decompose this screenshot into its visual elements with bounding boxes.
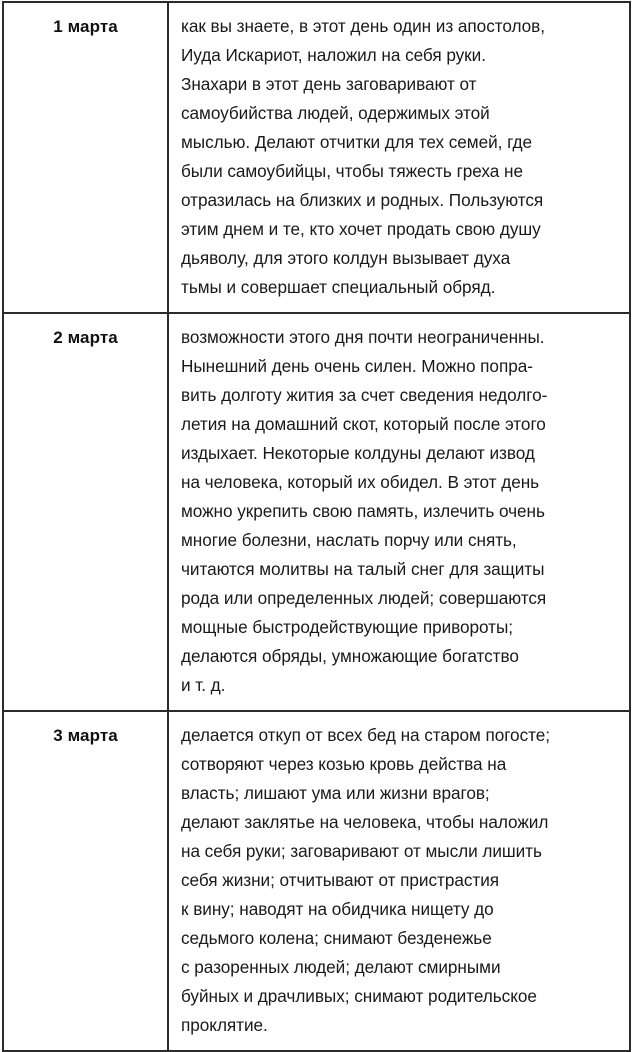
text-line: летия на домашний скот, который после этого — [181, 414, 546, 434]
text-line: и т. д. — [181, 675, 226, 695]
date-cell-1: 1 марта — [3, 2, 168, 313]
text-line: Иуда Искариот, наложил на себя руки. — [181, 45, 486, 65]
text-line: можно укрепить свою память, излечить очень — [181, 501, 545, 521]
text-line: к вину; наводят на обидчика нищету до — [181, 899, 494, 919]
description-cell-3 — [168, 711, 630, 1051]
description-cell-2 — [168, 313, 630, 711]
text-line: делается откуп от всех бед на старом погосте; — [181, 725, 550, 745]
text-line: самоубийства людей, одержимых этой — [181, 103, 490, 123]
text-line: мыслью. Делают отчитки для тех семей, где — [181, 132, 533, 152]
text-line: проклятие. — [181, 1015, 268, 1035]
calendar-table — [2, 1, 631, 1052]
calendar-table-body — [3, 2, 630, 1051]
text-line: тьмы и совершает специальный обряд. — [181, 277, 496, 297]
text-line: с разоренных людей; делают смирными — [181, 957, 501, 977]
date-cell-2: 2 марта — [3, 313, 168, 711]
text-line: многие болезни, наслать порчу или снять, — [181, 530, 517, 550]
text-line: Нынешний день очень силен. Можно попра- — [181, 356, 533, 376]
text-line: дьяволу, для этого колдун вызывает духа — [181, 248, 511, 268]
text-line: седьмого колена; снимают безденежье — [181, 928, 492, 948]
text-line: отразилась на близких и родных. Пользуются — [181, 190, 544, 210]
text-line: рода или определенных людей; совершаются — [181, 588, 547, 608]
table-row — [3, 313, 630, 711]
text-line: были самоубийцы, чтобы тяжесть греха не — [181, 161, 523, 181]
date-cell-3: 3 марта — [3, 711, 168, 1051]
text-line: издыхает. Некоторые колдуны делают извод — [181, 443, 535, 463]
text-line: на себя руки; заговаривают от мысли лишить — [181, 841, 542, 861]
text-line: сотворяют через козью кровь действа на — [181, 754, 507, 774]
table-row — [3, 2, 630, 313]
text-line: вить долготу жития за счет сведения недолго- — [181, 385, 548, 405]
text-line: читаются молитвы на талый снег для защиты — [181, 559, 545, 579]
description-cell-1 — [168, 2, 630, 313]
text-line: этим днем и те, кто хочет продать свою душу — [181, 219, 541, 239]
text-line: как вы знаете, в этот день один из апостолов, — [181, 16, 545, 36]
text-line: себя жизни; отчитывают от пристрастия — [181, 870, 500, 890]
text-line: на человека, который их обидел. В этот день — [181, 472, 540, 492]
text-line: делаются обряды, умножающие богатство — [181, 646, 519, 666]
text-line: мощные быстродействующие привороты; — [181, 617, 514, 637]
text-line: возможности этого дня почти неограниченны. — [181, 327, 545, 347]
table-row — [3, 711, 630, 1051]
text-line: делают заклятье на человека, чтобы наложил — [181, 812, 549, 832]
text-line: Знахари в этот день заговаривают от — [181, 74, 477, 94]
text-line: власть; лишают ума или жизни врагов; — [181, 783, 490, 803]
text-line: буйных и драчливых; снимают родительское — [181, 986, 537, 1006]
